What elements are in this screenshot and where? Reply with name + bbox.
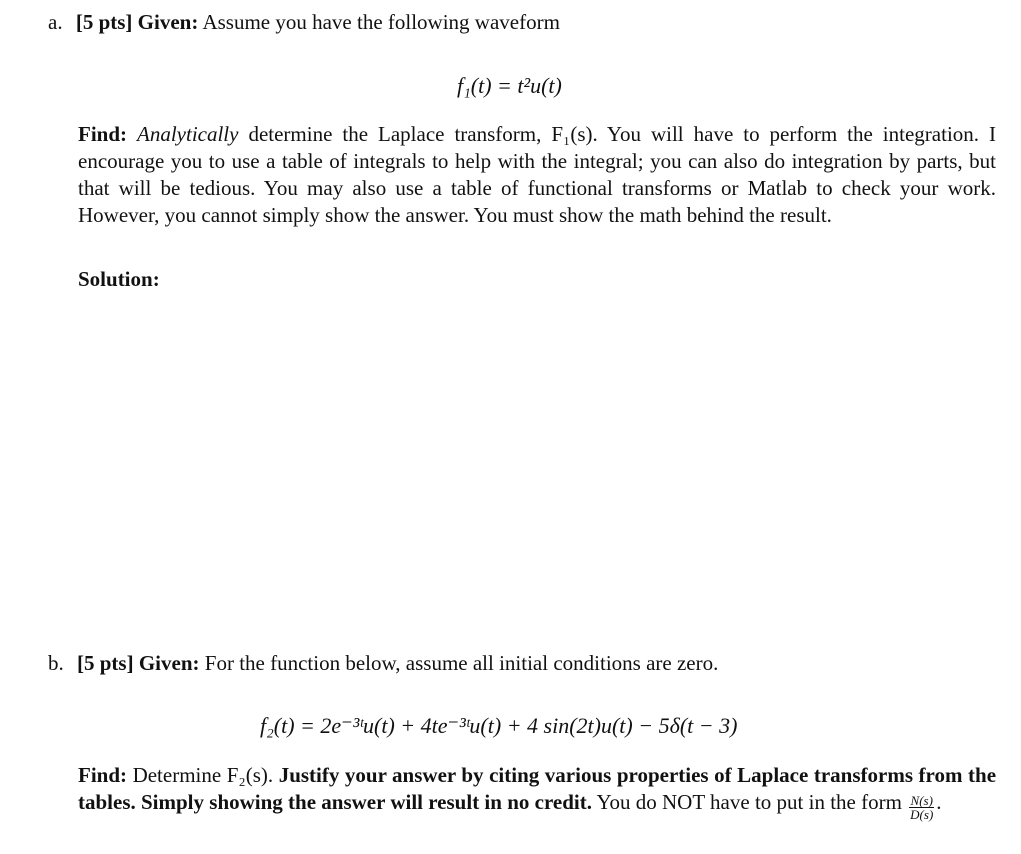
- part-b-find-text: Determine F₂(s).: [132, 763, 274, 787]
- part-a-equation: f₁(t) = t²u(t): [457, 73, 562, 98]
- part-b-equation: f₂(t) = 2e⁻³ᵗu(t) + 4te⁻³ᵗu(t) + 4 sin(2t)u(t) − 5δ(t − 3): [260, 713, 738, 738]
- part-a-find-emphasis: Analytically: [137, 122, 239, 146]
- part-a-find-label: Find:: [78, 122, 128, 146]
- part-a-heading: [48, 9, 560, 36]
- part-b-given-label: Given:: [138, 651, 200, 675]
- part-b-points: [5 pts]: [77, 651, 134, 675]
- part-b-find-paragraph: [78, 762, 996, 821]
- part-b-end-punct: .: [936, 790, 942, 814]
- fraction-denominator: D(s): [910, 807, 934, 822]
- fraction-numerator: N(s): [910, 793, 933, 808]
- n-over-d-fraction: [909, 794, 934, 821]
- part-b-find-label: Find:: [78, 763, 128, 787]
- part-b-given-text: For the function below, assume all initial conditions are zero.: [204, 651, 719, 675]
- part-a-find-text: determine the Laplace transform, F₁(s). You will have to perform the integration. I encourage you to use a table of integrals to help with the integral; you can also do integration by parts, but that will be tedious. You may also use a table of functional transforms or Matlab to check your work. However, you cannot simply show the answer. You must show the math behind the result.: [78, 122, 997, 227]
- part-a-letter: a.: [48, 10, 63, 34]
- part-a-find-paragraph: [78, 121, 996, 229]
- part-a-points: [5 pts]: [75, 10, 133, 34]
- part-b-find-tail: You do NOT have to put in the form: [596, 790, 902, 814]
- part-b-heading: [48, 650, 718, 677]
- part-a-solution-label: Solution:: [78, 267, 160, 291]
- part-b-letter: b.: [48, 651, 64, 675]
- part-a-given-label: Given:: [137, 10, 199, 34]
- part-a-given-text: Assume you have the following waveform: [202, 10, 560, 34]
- part-b-find-bold: Justify your answer by citing various properties of Laplace transforms from the tables. Simply showing the answer will result in no credit.: [78, 763, 997, 814]
